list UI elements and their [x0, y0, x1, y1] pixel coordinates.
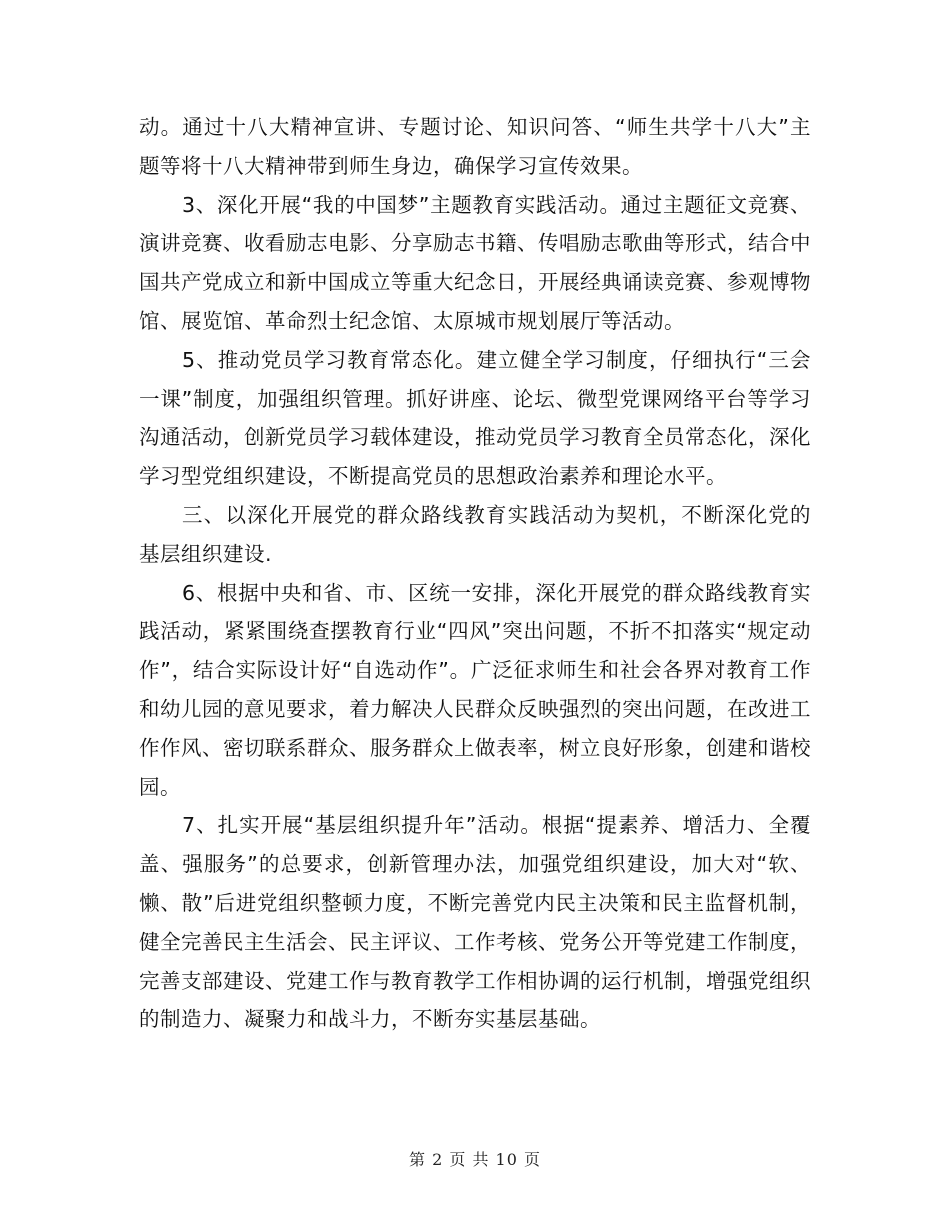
paragraph-item-7: 7、扎实开展“基层组织提升年”活动。根据“提素养、增活力、全覆盖、强服务”的总要求，创新管理办法，加强党组织建设，加大对“软、懒、散”后进党组织整顿力度，不断完善党内民主决策和民主监督机制，健全完善民主生活会、民主评议、工作考核、党务公开等党建工作制度，完善支部建设、党建工作与教育教学工作相协调的运行机制，增强党组织的制造力、凝聚力和战斗力，不断夯实基层基础。 [139, 813, 811, 1032]
paragraph-continuation: 动。通过十八大精神宣讲、专题讨论、知识问答、“师生共学十八大”主题等将十八大精神带到师生身边，确保学习宣传效果。 [139, 115, 811, 178]
page-number-label: 第 2 页 共 10 页 [409, 1150, 541, 1169]
section-heading-three: 三、以深化开展党的群众路线教育实践活动为契机，不断深化党的基层组织建设. [139, 502, 811, 566]
paragraph-item-6: 6、根据中央和省、市、区统一安排，深化开展党的群众路线教育实践活动，紧紧围绕查摆教育行业“四风”突出问题，不折不扣落实“规定动作”，结合实际设计好“自选动作”。广泛征求师生和社会各界对教育工作和幼儿园的意见要求，着力解决人民群众反映强烈的突出问题，在改进工作作风、密切联系群众、服务群众上做表率，树立良好形象，创建和谐校园。 [139, 580, 811, 799]
paragraph-item-3: 3、深化开展“我的中国梦”主题教育实践活动。通过主题征文竞赛、演讲竞赛、收看励志电影、分享励志书籍、传唱励志歌曲等形式，结合中国共产党成立和新中国成立等重大纪念日，开展经典诵读竞赛、参观博物馆、展览馆、革命烈士纪念馆、太原城市规划展厅等活动。 [139, 192, 811, 333]
document-body [139, 108, 811, 1039]
paragraph-item-5: 5、推动党员学习教育常态化。建立健全学习制度，仔细执行“三会一课”制度，加强组织管理。抓好讲座、论坛、微型党课网络平台等学习沟通活动，创新党员学习载体建设，推动党员学习教育全员常态化，深化学习型党组织建设，不断提高党员的思想政治素养和理论水平。 [139, 347, 811, 489]
page-footer [0, 1150, 950, 1170]
